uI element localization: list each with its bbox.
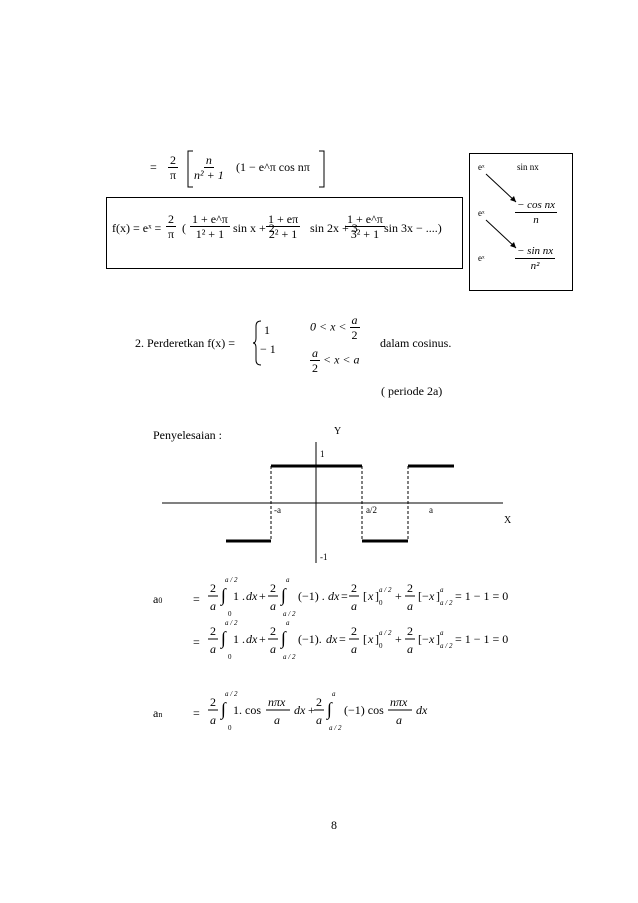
side-arrows xyxy=(480,170,540,260)
tick-label-minus-a: -a xyxy=(274,505,281,515)
fx-two-over-pi: $\frac{2}{\pi}$ xyxy=(168,212,175,241)
svg-text:+: + xyxy=(395,632,402,646)
side-ex-1: eˣ xyxy=(478,162,485,172)
piecewise-case-2: − 1 xyxy=(260,342,276,356)
svg-text:(−1) .: (−1) . xyxy=(298,589,325,603)
tick-label-a: a xyxy=(429,505,433,515)
svg-text:dx: dx xyxy=(294,703,306,717)
top-two-over-pi: $\frac{2}{\pi}$ xyxy=(170,153,177,182)
top-rest: (1 − e^π cos nπ xyxy=(236,160,310,174)
svg-text:dx: dx xyxy=(246,632,258,646)
tick-label-minus-1: -1 xyxy=(320,552,328,562)
problem-period: ( periode 2a) xyxy=(381,384,443,398)
svg-text:2: 2 xyxy=(210,624,216,638)
svg-text:]: ] xyxy=(436,632,440,646)
svg-text:a / 2: a / 2 xyxy=(225,576,238,584)
svg-text:[: [ xyxy=(363,632,367,646)
svg-text:x: x xyxy=(368,632,374,646)
solution-label: Penyelesaian : xyxy=(153,428,222,442)
condition-2: $\frac{a}{2}$ < x < a xyxy=(312,346,360,375)
svg-text:x: x xyxy=(429,589,435,603)
svg-text:[−: [− xyxy=(418,632,429,646)
svg-text:nπx: nπx xyxy=(268,695,286,709)
tick-label-1: 1 xyxy=(320,449,325,459)
svg-text:2: 2 xyxy=(270,581,276,595)
side-ex-3: eˣ xyxy=(478,253,485,263)
svg-text:[: [ xyxy=(363,589,367,603)
svg-text:∫: ∫ xyxy=(281,628,286,648)
svg-text:]: ] xyxy=(436,589,440,603)
svg-text:dx: dx xyxy=(246,589,258,603)
a0-equals-1: = xyxy=(193,592,200,606)
svg-text:+: + xyxy=(308,703,315,717)
svg-text:2: 2 xyxy=(351,581,357,595)
svg-text:a / 2: a / 2 xyxy=(379,629,392,637)
arrow-2 xyxy=(486,220,516,248)
svg-text:1 .: 1 . xyxy=(233,589,245,603)
svg-text:2: 2 xyxy=(316,695,322,709)
svg-text:= 1 − 1 = 0: = 1 − 1 = 0 xyxy=(455,632,509,646)
svg-text:a: a xyxy=(351,642,357,656)
a0-line-1 xyxy=(208,572,509,618)
svg-text:+: + xyxy=(259,632,266,646)
svg-text:∫: ∫ xyxy=(221,585,226,605)
fx-open-paren: ( xyxy=(182,221,186,235)
an-equals: = xyxy=(193,706,200,720)
tick-label-a-half: a/2 xyxy=(366,505,377,515)
svg-text:+: + xyxy=(395,589,402,603)
svg-text:a: a xyxy=(316,713,322,727)
svg-text:a: a xyxy=(210,642,216,656)
svg-text:0: 0 xyxy=(379,599,383,607)
svg-text:a: a xyxy=(286,576,290,584)
top-equation xyxy=(150,160,157,175)
svg-text:2: 2 xyxy=(210,581,216,595)
svg-text:0: 0 xyxy=(228,610,232,618)
svg-text:a / 2: a / 2 xyxy=(225,690,238,698)
svg-text:a: a xyxy=(440,629,444,637)
svg-text:a: a xyxy=(351,599,357,613)
page-number: 8 xyxy=(331,818,337,832)
svg-text:a / 2: a / 2 xyxy=(283,653,296,661)
svg-text:∫: ∫ xyxy=(221,628,226,648)
svg-text:a / 2: a / 2 xyxy=(283,610,296,618)
svg-text:1. cos: 1. cos xyxy=(233,703,261,717)
svg-text:∫: ∫ xyxy=(221,699,226,719)
svg-text:a: a xyxy=(332,690,336,698)
svg-text:2: 2 xyxy=(351,624,357,638)
svg-text:2: 2 xyxy=(210,695,216,709)
svg-text:= 1 − 1 = 0: = 1 − 1 = 0 xyxy=(455,589,509,603)
fx-term2-fraction: $\frac{1 + e\pi}{\text{2² + 1}}$ xyxy=(268,212,299,241)
svg-text:dx: dx xyxy=(328,589,340,603)
svg-text:2: 2 xyxy=(270,624,276,638)
svg-text:2: 2 xyxy=(407,581,413,595)
svg-text:a / 2: a / 2 xyxy=(379,586,392,594)
piecewise-case-1: 1 xyxy=(264,323,270,337)
svg-text:dx: dx xyxy=(416,703,428,717)
svg-text:]: ] xyxy=(375,589,379,603)
side-cos-fraction: $\frac{\text{− cos nx}}{n}$ xyxy=(517,199,555,226)
svg-text:a: a xyxy=(440,586,444,594)
svg-text:a: a xyxy=(210,713,216,727)
svg-text:1 .: 1 . xyxy=(233,632,245,646)
fx-term2-fn: sin 2x + 3 xyxy=(310,221,358,235)
svg-text:(−1) cos: (−1) cos xyxy=(344,703,384,717)
svg-text:0: 0 xyxy=(228,653,232,661)
y-axis-label: Y xyxy=(334,426,342,437)
svg-text:=: = xyxy=(339,632,346,646)
svg-text:=: = xyxy=(341,589,348,603)
svg-text:x: x xyxy=(368,589,374,603)
fx-term3-fraction: $\frac{1 + e\^{}\pi}{\text{3² + 1}}$ xyxy=(347,212,383,241)
svg-text:a: a xyxy=(407,599,413,613)
svg-text:+: + xyxy=(259,589,266,603)
svg-text:a: a xyxy=(270,642,276,656)
fx-term3-fn: sin 3x − ....) xyxy=(384,221,442,235)
svg-text:]: ] xyxy=(375,632,379,646)
an-line xyxy=(208,686,438,734)
svg-text:a: a xyxy=(396,713,402,727)
svg-text:nπx: nπx xyxy=(390,695,408,709)
square-wave-graph xyxy=(150,420,520,565)
svg-text:0: 0 xyxy=(228,724,232,732)
svg-text:∫: ∫ xyxy=(327,699,332,719)
svg-text:[−: [− xyxy=(418,589,429,603)
svg-text:∫: ∫ xyxy=(281,585,286,605)
side-sin-fraction: $\frac{\text{− sin nx}}{\text{n²}}$ xyxy=(517,245,554,272)
svg-text:2: 2 xyxy=(407,624,413,638)
svg-text:a / 2: a / 2 xyxy=(225,619,238,627)
svg-text:a: a xyxy=(286,619,290,627)
x-axis-label: X xyxy=(504,515,512,526)
a0-line-2 xyxy=(208,615,509,661)
svg-text:0: 0 xyxy=(379,642,383,650)
problem-label: 2. Perderetkan f(x) = xyxy=(135,336,236,350)
a0-label: a0 xyxy=(153,592,163,606)
equals-sign: = xyxy=(150,160,157,174)
svg-text:a / 2: a / 2 xyxy=(329,724,342,732)
problem-suffix: dalam cosinus. xyxy=(380,336,452,350)
condition-1: 0 < x < $\frac{a}{2}$ xyxy=(310,313,358,342)
svg-text:dx: dx xyxy=(326,632,338,646)
svg-text:a / 2: a / 2 xyxy=(440,599,453,607)
top-n-fraction: $\frac{n}{\text{n² + 1}}$ xyxy=(194,153,224,182)
an-label: an xyxy=(153,706,163,720)
svg-text:a / 2: a / 2 xyxy=(440,642,453,650)
fx-term1-fraction: $\frac{1 + e\^{}\pi}{\text{1² + 1}}$ xyxy=(192,212,228,241)
svg-text:a: a xyxy=(407,642,413,656)
svg-text:a: a xyxy=(274,713,280,727)
arrow-1 xyxy=(486,174,516,202)
fx-lhs: f(x) = eˣ = xyxy=(112,221,162,235)
a0-equals-2: = xyxy=(193,635,200,649)
svg-text:a: a xyxy=(270,599,276,613)
top-bracket-right xyxy=(318,150,326,188)
svg-text:a: a xyxy=(210,599,216,613)
side-sinnx: sin nx xyxy=(517,162,539,172)
svg-text:x: x xyxy=(429,632,435,646)
fx-term1-fn: sin x + 2 xyxy=(233,221,275,235)
svg-text:(−1).: (−1). xyxy=(298,632,322,646)
side-ex-2: eˣ xyxy=(478,208,485,218)
